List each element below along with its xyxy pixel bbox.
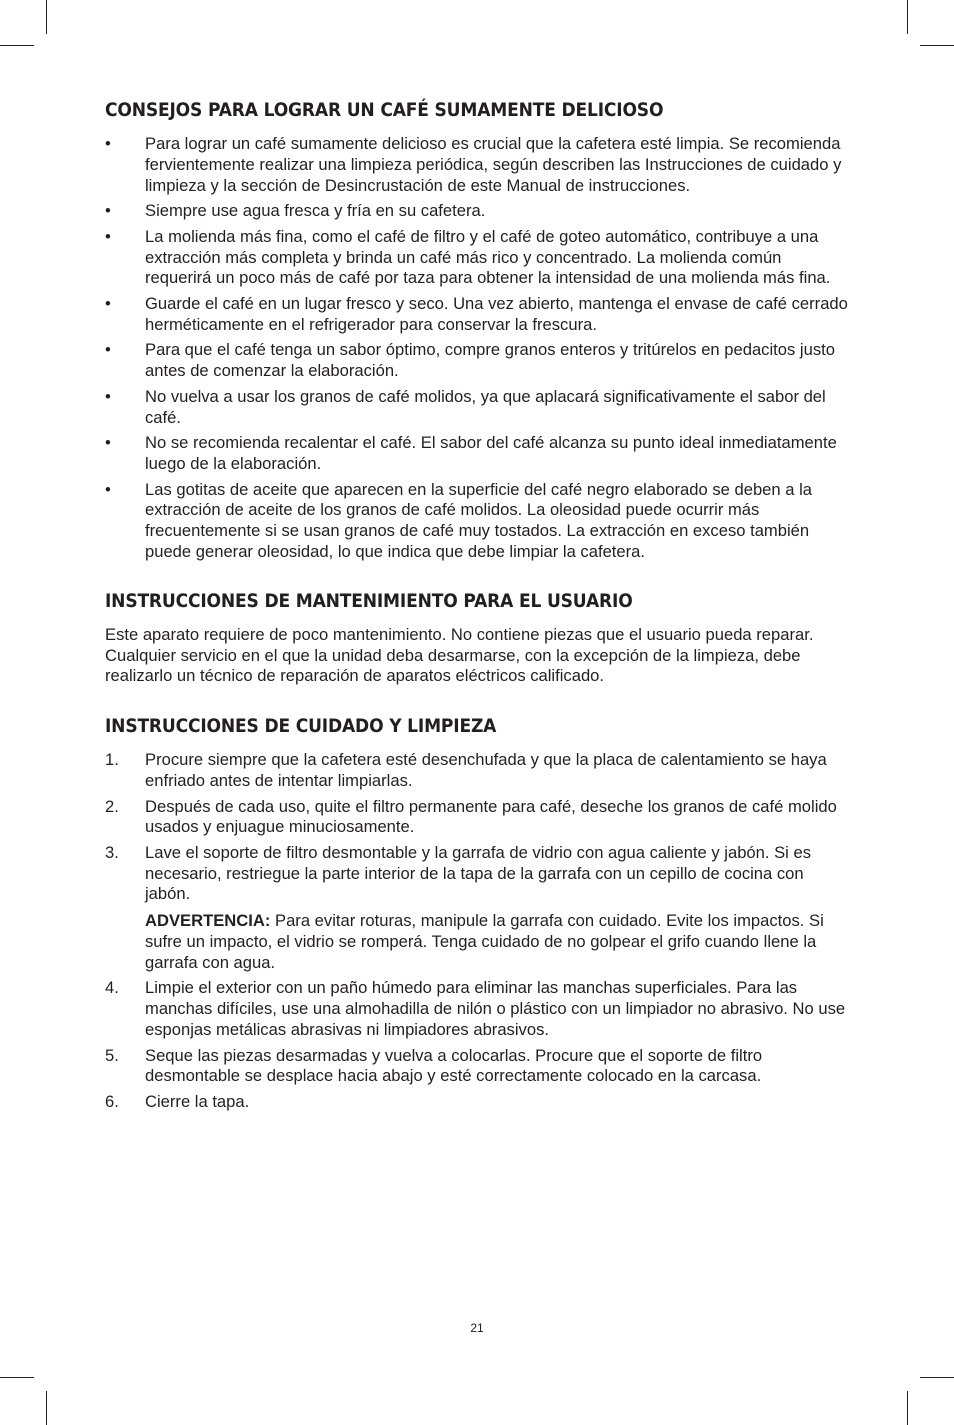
crop-mark (907, 1391, 908, 1425)
item-text: Para lograr un café sumamente delicioso es crucial que la cafetera esté limpia. Se recomienda fervientemente realizar una limpieza periódica, según describen las Instrucciones de cuidado y limpieza y la sección de Desincrustación de este Manual de instrucciones. (145, 134, 842, 195)
item-text: La molienda más fina, como el café de filtro y el café de goteo automático, contribuye a una extracción más completa y brinda un café más rico y concentrado. La molienda común requerirá un poco más de café por taza para obtener la intensidad de una molienda más fina. (145, 226, 831, 288)
crop-mark (0, 1377, 34, 1378)
section-title: INSTRUCCIONES DE MANTENIMIENTO PARA EL USUARIO (105, 589, 633, 612)
section-title: INSTRUCCIONES DE CUIDADO Y LIMPIEZA (105, 715, 497, 738)
maintenance-section (105, 587, 850, 687)
section-title: CONSEJOS PARA LOGRAR UN CAFÉ SUMAMENTE DELICIOSO (105, 99, 664, 121)
list-item (105, 480, 850, 563)
list-item (105, 843, 850, 974)
step-text: Cierre la tapa. (145, 1092, 250, 1112)
item-text: Las gotitas de aceite que aparecen en la superficie del café negro elaborado se deben a la extracción de aceite de los granos de café molidos. La oleosidad puede ocurrir más frecuentemente si se usan granos de café muy tostados. La extracción en exceso también puede generar oleosidad, lo que indica que debe limpiar la cafetera. (145, 479, 812, 561)
page-number: 21 (470, 1321, 484, 1335)
bullet: • (105, 386, 111, 406)
tips-section (105, 96, 850, 563)
step-number: 3. (105, 842, 119, 862)
step-number: 4. (105, 978, 119, 998)
section-paragraph: Este aparato requiere de poco mantenimiento. No contiene piezas que el usuario pueda reparar. Cualquier servicio en el que la unidad deba desarmarse, con la excepción de la limpieza, debe realizarlo un técnico de reparación de aparatos eléctricos calificado. (105, 624, 814, 686)
list-item (105, 1092, 850, 1113)
step-text: Lave el soporte de filtro desmontable y la garrafa de vidrio con agua caliente y jabón. Si es necesario, restriegue la parte interior de la tapa de la garrafa con un cepillo de cocina con jabón. (145, 842, 811, 904)
step-text: Procure siempre que la cafetera esté desenchufada y que la placa de calentamiento se haya enfriado antes de intentar limpiarlas. (145, 750, 827, 790)
bullet: • (105, 134, 111, 153)
crop-mark (46, 1391, 47, 1425)
crop-mark (0, 45, 34, 46)
item-text: No vuelva a usar los granos de café molidos, ya que aplacará significativamente el sabor del café. (145, 386, 826, 427)
list-item (105, 797, 850, 839)
tips-list (105, 134, 850, 563)
list-item (105, 1046, 850, 1088)
step-number: 6. (105, 1092, 119, 1112)
list-item (105, 978, 850, 1040)
list-item (105, 387, 850, 429)
item-text: Guarde el café en un lugar fresco y seco. Una vez abierto, mantenga el envase de café cerrado herméticamente en el refrigerador para conservar la frescura. (145, 293, 848, 334)
crop-mark (920, 45, 954, 46)
list-item (105, 201, 850, 222)
step-number: 5. (105, 1045, 119, 1065)
crop-mark (46, 0, 47, 34)
bullet: • (105, 479, 111, 499)
item-text: No se recomienda recalentar el café. El sabor del café alcanza su punto ideal inmediatamente luego de la elaboración. (145, 433, 837, 473)
crop-mark (920, 1377, 954, 1378)
step-number: 1. (105, 750, 119, 770)
bullet: • (105, 293, 111, 313)
page-content (105, 96, 850, 1118)
bullet: • (105, 433, 111, 453)
crop-mark (907, 0, 908, 34)
item-text: Siempre use agua fresca y fría en su cafetera. (145, 201, 486, 221)
bullet: • (105, 201, 111, 221)
step-text: Seque las piezas desarmadas y vuelva a colocarlas. Procure que el soporte de filtro desmontable se desplace hacia abajo y esté correctamente colocado en la carcasa. (145, 1045, 763, 1086)
list-item (105, 750, 850, 792)
warning-note (145, 911, 850, 973)
care-section (105, 712, 850, 1113)
list-item (105, 134, 850, 196)
step-text: Limpie el exterior con un paño húmedo para eliminar las manchas superficiales. Para las manchas difíciles, use una almohadilla de nilón o plástico con un limpiador no abrasivo. No use esponjas metálicas abrasivas ni limpiadores abrasivos. (145, 978, 846, 1040)
list-item (105, 294, 850, 336)
list-item (105, 227, 850, 289)
item-text: Para que el café tenga un sabor óptimo, compre granos enteros y tritúrelos en pedacitos justo antes de comenzar la elaboración. (145, 340, 835, 381)
step-number: 2. (105, 796, 119, 816)
list-item (105, 340, 850, 382)
bullet: • (105, 226, 111, 246)
care-steps-list (105, 750, 850, 1113)
bullet: • (105, 340, 111, 360)
warning-label: ADVERTENCIA: (145, 911, 271, 931)
step-text: Después de cada uso, quite el filtro permanente para café, deseche los granos de café molido usados y enjuague minuciosamente. (145, 796, 837, 837)
warning-text: Para evitar roturas, manipule la garrafa con cuidado. Evite los impactos. Si sufre un impacto, el vidrio se romperá. Tenga cuidado de no golpear el grifo cuando llene la garrafa con agua. (145, 911, 824, 972)
list-item (105, 433, 850, 475)
